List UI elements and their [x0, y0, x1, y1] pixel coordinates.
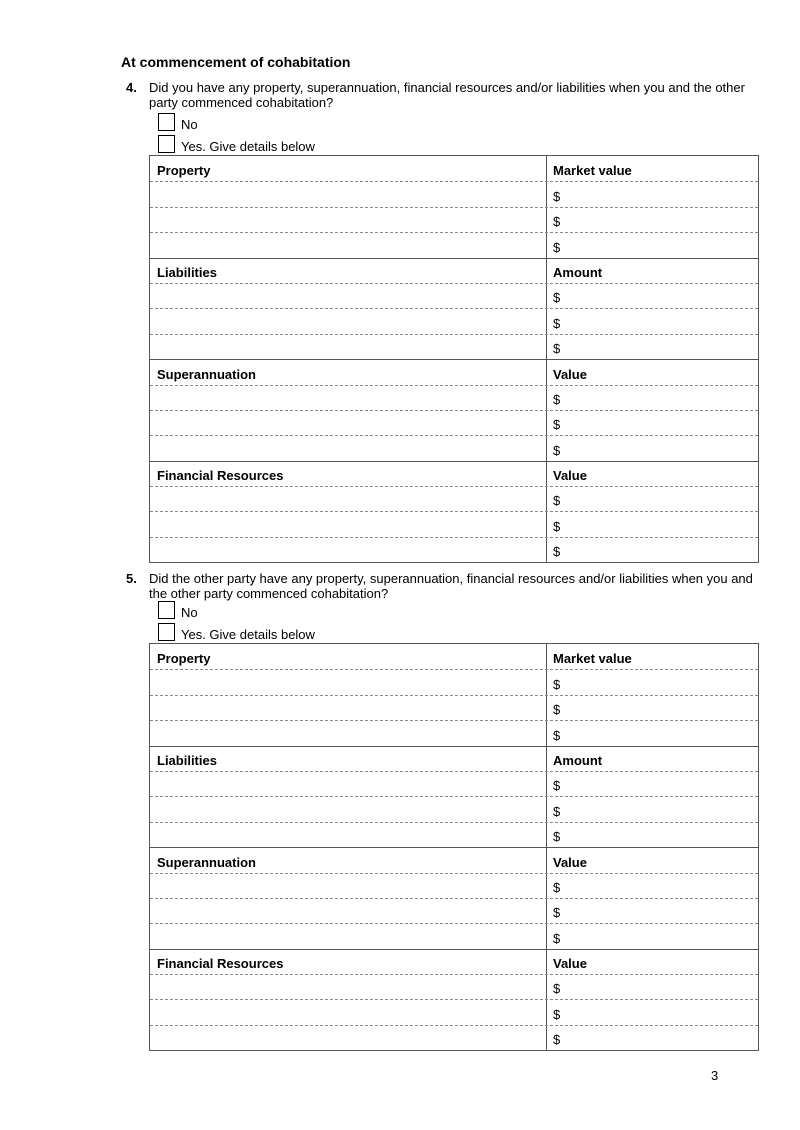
amount-field[interactable]: $	[553, 727, 561, 743]
section-header-row	[150, 847, 758, 872]
description-field[interactable]	[150, 208, 547, 232]
table-row	[150, 232, 758, 257]
section-title: Superannuation	[150, 360, 547, 384]
q4-option-yes[interactable]	[158, 135, 315, 153]
table-row	[150, 796, 758, 821]
amount-field[interactable]: $	[553, 1032, 561, 1048]
checkbox[interactable]	[158, 113, 175, 131]
amount-field[interactable]: $	[553, 442, 561, 458]
description-field[interactable]	[150, 797, 547, 821]
description-field[interactable]	[150, 696, 547, 720]
description-field[interactable]	[150, 284, 547, 308]
checkbox[interactable]	[158, 135, 175, 153]
question-number: 4.	[126, 80, 137, 95]
q5-details-table	[149, 643, 759, 1051]
amount-field[interactable]: $	[553, 829, 561, 845]
description-field[interactable]	[150, 512, 547, 536]
description-field[interactable]	[150, 1026, 547, 1050]
amount-field[interactable]: $	[553, 544, 561, 560]
description-field[interactable]	[150, 335, 547, 359]
table-row	[150, 537, 758, 562]
table-row	[150, 898, 758, 923]
table-row	[150, 771, 758, 796]
q5-option-no[interactable]	[158, 601, 198, 619]
table-row	[150, 486, 758, 511]
description-field[interactable]	[150, 538, 547, 562]
section-title: Liabilities	[150, 747, 547, 771]
description-field[interactable]	[150, 309, 547, 333]
amount-field[interactable]: $	[553, 981, 561, 997]
description-field[interactable]	[150, 386, 547, 410]
section-header-row	[150, 258, 758, 283]
value-label: Value	[553, 854, 587, 870]
amount-field[interactable]: $	[553, 417, 561, 433]
option-label: Yes. Give details below	[181, 139, 315, 154]
table-row	[150, 181, 758, 206]
option-label: No	[181, 117, 198, 132]
description-field[interactable]	[150, 721, 547, 745]
table-row	[150, 207, 758, 232]
checkbox[interactable]	[158, 601, 175, 619]
value-label: Value	[553, 468, 587, 484]
table-row	[150, 822, 758, 847]
table-row	[150, 283, 758, 308]
amount-field[interactable]: $	[553, 290, 561, 306]
amount-field[interactable]: $	[553, 778, 561, 794]
description-field[interactable]	[150, 436, 547, 460]
section-title: Financial Resources	[150, 950, 547, 974]
description-field[interactable]	[150, 487, 547, 511]
table-row	[150, 974, 758, 999]
amount-field[interactable]: $	[553, 214, 561, 230]
amount-field[interactable]: $	[553, 905, 561, 921]
section-header-row	[150, 949, 758, 974]
amount-field[interactable]: $	[553, 315, 561, 331]
section-title: Liabilities	[150, 259, 547, 283]
table-row	[150, 435, 758, 460]
table-row	[150, 1025, 758, 1050]
amount-field[interactable]: $	[553, 188, 561, 204]
section-title: Property	[150, 156, 547, 181]
value-label: Value	[553, 956, 587, 972]
table-row	[150, 308, 758, 333]
value-label: Value	[553, 366, 587, 382]
description-field[interactable]	[150, 182, 547, 206]
question-text: Did the other party have any property, superannuation, financial resources and/or liabilities when you and the other party commenced cohabitation?	[149, 571, 753, 601]
amount-field[interactable]: $	[553, 518, 561, 534]
section-title: Financial Resources	[150, 462, 547, 486]
q4-details-table	[149, 155, 759, 563]
description-field[interactable]	[150, 823, 547, 847]
amount-field[interactable]: $	[553, 702, 561, 718]
section-header-row	[150, 461, 758, 486]
table-row	[150, 669, 758, 694]
description-field[interactable]	[150, 233, 547, 257]
description-field[interactable]	[150, 772, 547, 796]
description-field[interactable]	[150, 924, 547, 948]
section-header-row	[150, 746, 758, 771]
table-row	[150, 511, 758, 536]
section-header-row	[150, 359, 758, 384]
description-field[interactable]	[150, 411, 547, 435]
value-label: Amount	[553, 752, 603, 768]
amount-field[interactable]: $	[553, 879, 561, 895]
table-row	[150, 873, 758, 898]
question-number: 5.	[126, 571, 137, 586]
section-title: Property	[150, 644, 547, 669]
table-row	[150, 334, 758, 359]
question-text: Did you have any property, superannuation, financial resources and/or liabilities when you and the other party commenced cohabitation?	[149, 80, 745, 110]
amount-field[interactable]: $	[553, 803, 561, 819]
q5-option-yes[interactable]	[158, 623, 315, 641]
table-row	[150, 923, 758, 948]
section-heading: At commencement of cohabitation	[121, 54, 351, 70]
description-field[interactable]	[150, 670, 547, 694]
description-field[interactable]	[150, 874, 547, 898]
amount-field[interactable]: $	[553, 341, 561, 357]
amount-field[interactable]: $	[553, 391, 561, 407]
table-row	[150, 385, 758, 410]
amount-field[interactable]: $	[553, 493, 561, 509]
section-header-row	[150, 156, 758, 181]
option-label: Yes. Give details below	[181, 627, 315, 642]
value-label: Market value	[553, 651, 632, 667]
page-number: 3	[711, 1068, 719, 1083]
description-field[interactable]	[150, 899, 547, 923]
q4-option-no[interactable]	[158, 113, 198, 131]
value-label: Market value	[553, 163, 632, 179]
section-title: Superannuation	[150, 848, 547, 872]
table-row	[150, 720, 758, 745]
amount-field[interactable]: $	[553, 239, 561, 255]
amount-field[interactable]: $	[553, 676, 561, 692]
checkbox[interactable]	[158, 623, 175, 641]
value-label: Amount	[553, 264, 603, 280]
amount-field[interactable]: $	[553, 930, 561, 946]
description-field[interactable]	[150, 975, 547, 999]
description-field[interactable]	[150, 1000, 547, 1024]
option-label: No	[181, 605, 198, 620]
table-row	[150, 999, 758, 1024]
amount-field[interactable]: $	[553, 1006, 561, 1022]
table-row	[150, 410, 758, 435]
table-row	[150, 695, 758, 720]
section-header-row	[150, 644, 758, 669]
